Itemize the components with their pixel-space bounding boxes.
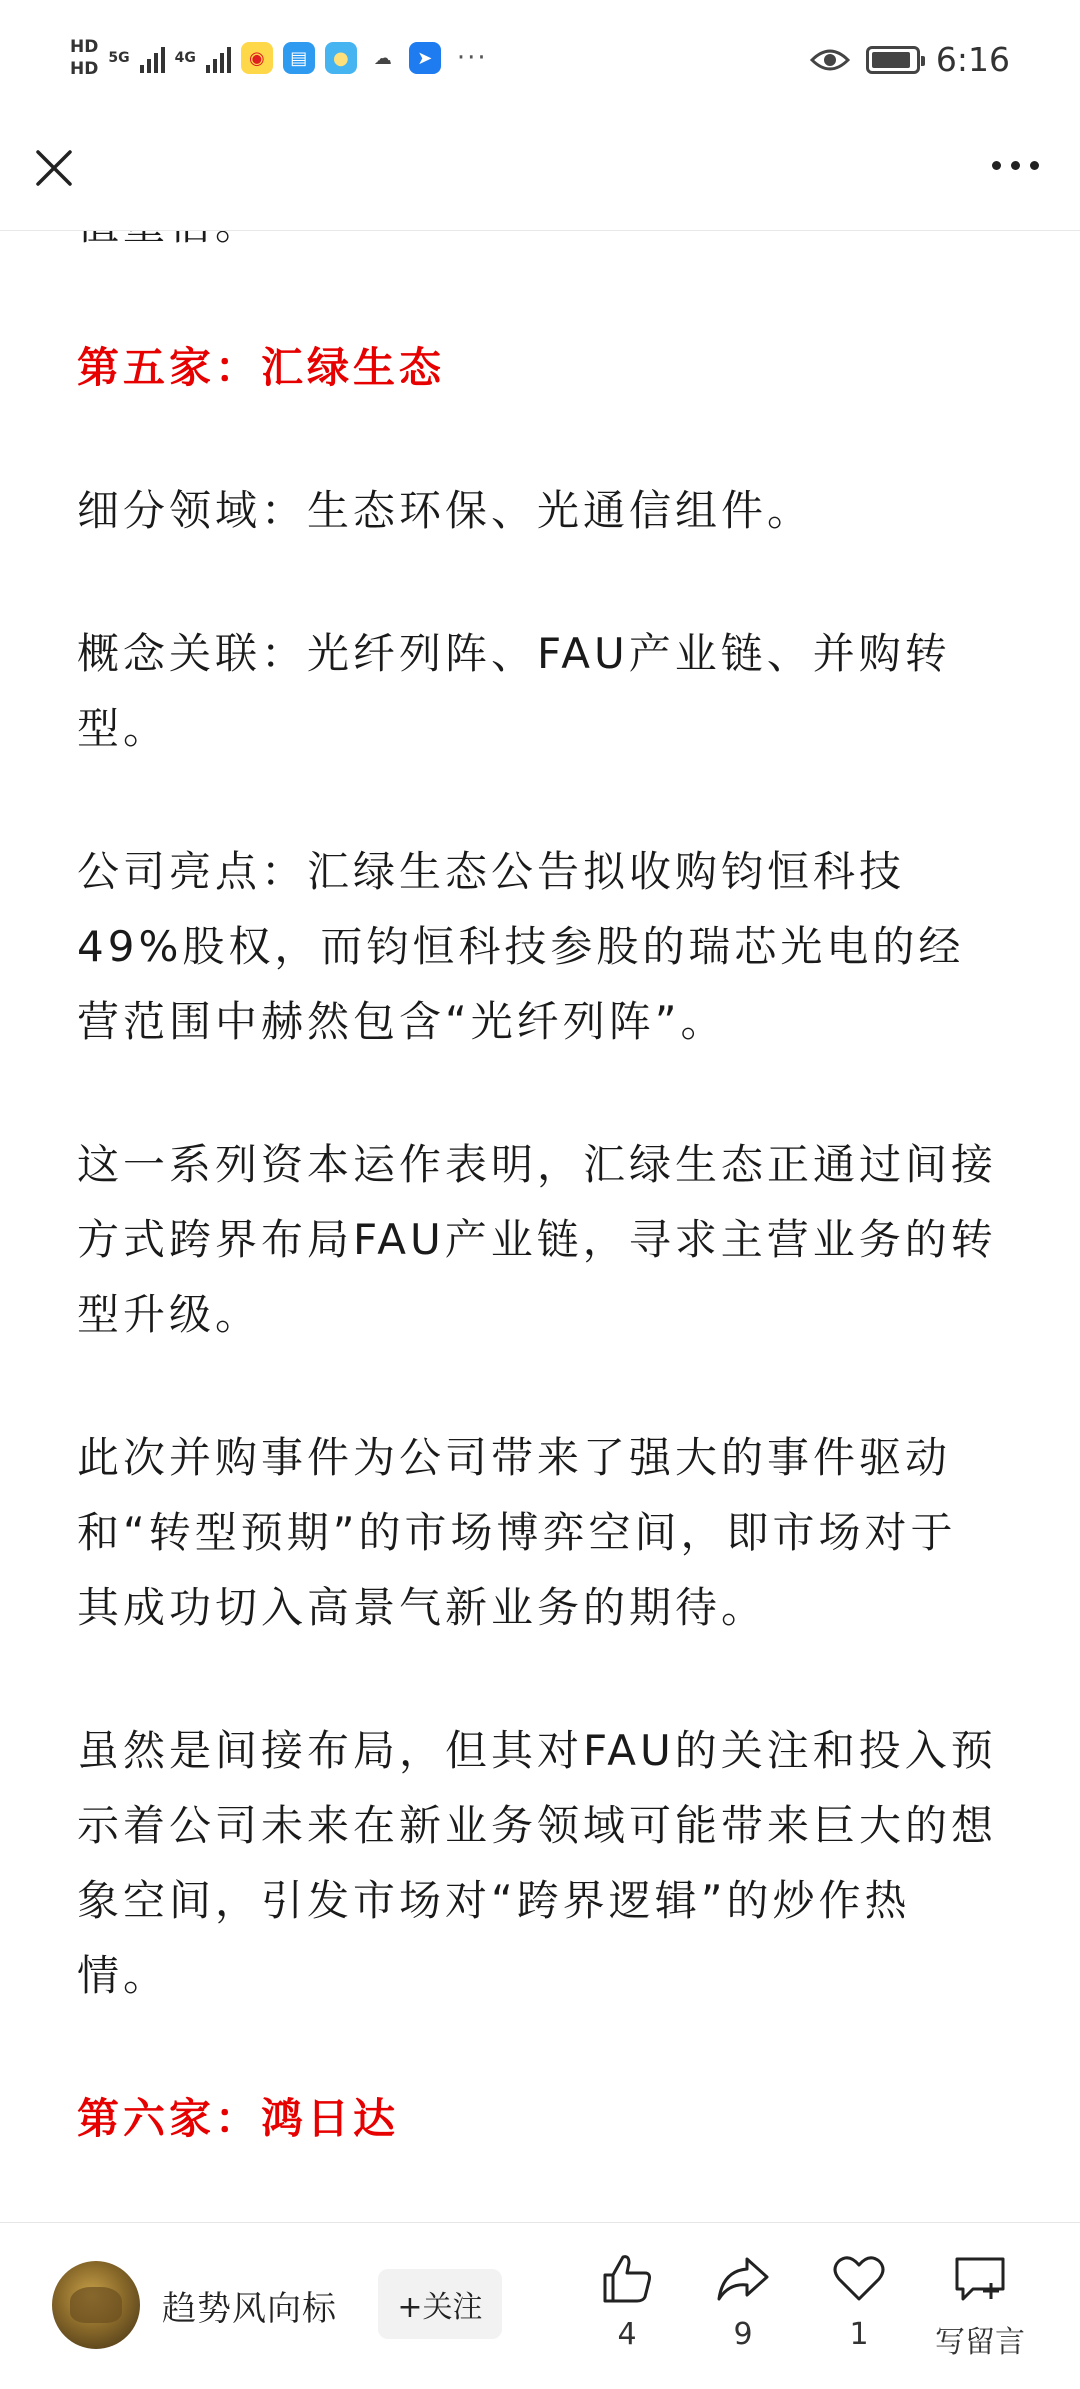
weather-app-icon: ● [325, 42, 357, 74]
heart-icon [831, 2253, 887, 2305]
section-heading-6: 第六家：鸿日达 [77, 2094, 400, 2143]
thumbs-up-icon [599, 2253, 655, 2305]
like-count: 4 [617, 2317, 637, 2352]
favorite-button[interactable] [804, 2253, 914, 2352]
network-5g-label: 5G [108, 50, 130, 66]
hd1-icon: HD [70, 37, 99, 57]
wechat-app-icon: ☁ [367, 42, 399, 74]
favorite-count: 1 [849, 2317, 869, 2352]
status-right [810, 40, 1010, 79]
comment-add-icon [951, 2253, 1009, 2305]
author-avatar[interactable] [52, 2261, 140, 2349]
section-heading-5: 第五家：汇绿生态 [77, 343, 446, 392]
comment-button[interactable] [920, 2253, 1040, 2361]
more-horizontal-icon [992, 161, 1001, 170]
more-notifications-icon: ··· [456, 43, 488, 73]
share-button[interactable] [688, 2253, 798, 2352]
hd2-icon: HD [70, 59, 99, 79]
article-body[interactable] [0, 231, 1080, 2221]
paragraph-sector: 细分领域：生态环保、光通信组件。 [77, 486, 814, 535]
navigation-app-icon: ➤ [409, 42, 441, 74]
paragraph-cross-border: 虽然是间接布局，但其对FAU的关注和投入预示着公司未来在新业务领域可能带来巨大的想象空间，引发市场对“跨界逻辑”的炒作热情。 [77, 1726, 998, 2000]
top-nav [0, 130, 1080, 231]
share-icon [715, 2253, 771, 2305]
follow-button[interactable]: +关注 [378, 2269, 502, 2339]
status-left [70, 38, 488, 78]
paragraph-highlight: 公司亮点：汇绿生态公告拟收购钧恒科技49%股权，而钧恒科技参股的瑞芯光电的经营范围中赫然包含“光纤列阵”。 [77, 847, 965, 1046]
article-content [77, 187, 1002, 2224]
like-button[interactable] [572, 2253, 682, 2352]
clock: 6:16 [935, 40, 1010, 79]
author-name[interactable]: 趋势风向标 [162, 2289, 337, 2329]
reader-app-icon: ▤ [283, 42, 315, 74]
status-bar [0, 0, 1080, 130]
more-options-button[interactable] [992, 155, 1052, 175]
share-count: 9 [733, 2317, 753, 2352]
paragraph-event: 此次并购事件为公司带来了强大的事件驱动和“转型预期”的市场博弈空间，即市场对于其成功切入高景气新业务的期待。 [77, 1433, 957, 1632]
paragraph-capital: 这一系列资本运作表明，汇绿生态正通过间接方式跨界布局FAU产业链，寻求主营业务的转型升级。 [77, 1140, 998, 1339]
weibo-app-icon: ◉ [241, 42, 273, 74]
paragraph-concept: 概念关联：光纤列阵、FAU产业链、并购转型。 [77, 629, 951, 753]
close-icon [30, 144, 78, 192]
signal-5g-icon [140, 43, 165, 73]
battery-level [872, 52, 910, 68]
bottom-bar [0, 2222, 1080, 2389]
hd-indicators [70, 38, 98, 78]
eye-icon [810, 46, 850, 74]
network-4g-label: 4G [174, 50, 196, 66]
signal-4g-icon [206, 43, 231, 73]
comment-label: 写留言 [935, 2325, 1025, 2360]
close-button[interactable] [30, 144, 78, 192]
battery-icon [866, 46, 920, 74]
